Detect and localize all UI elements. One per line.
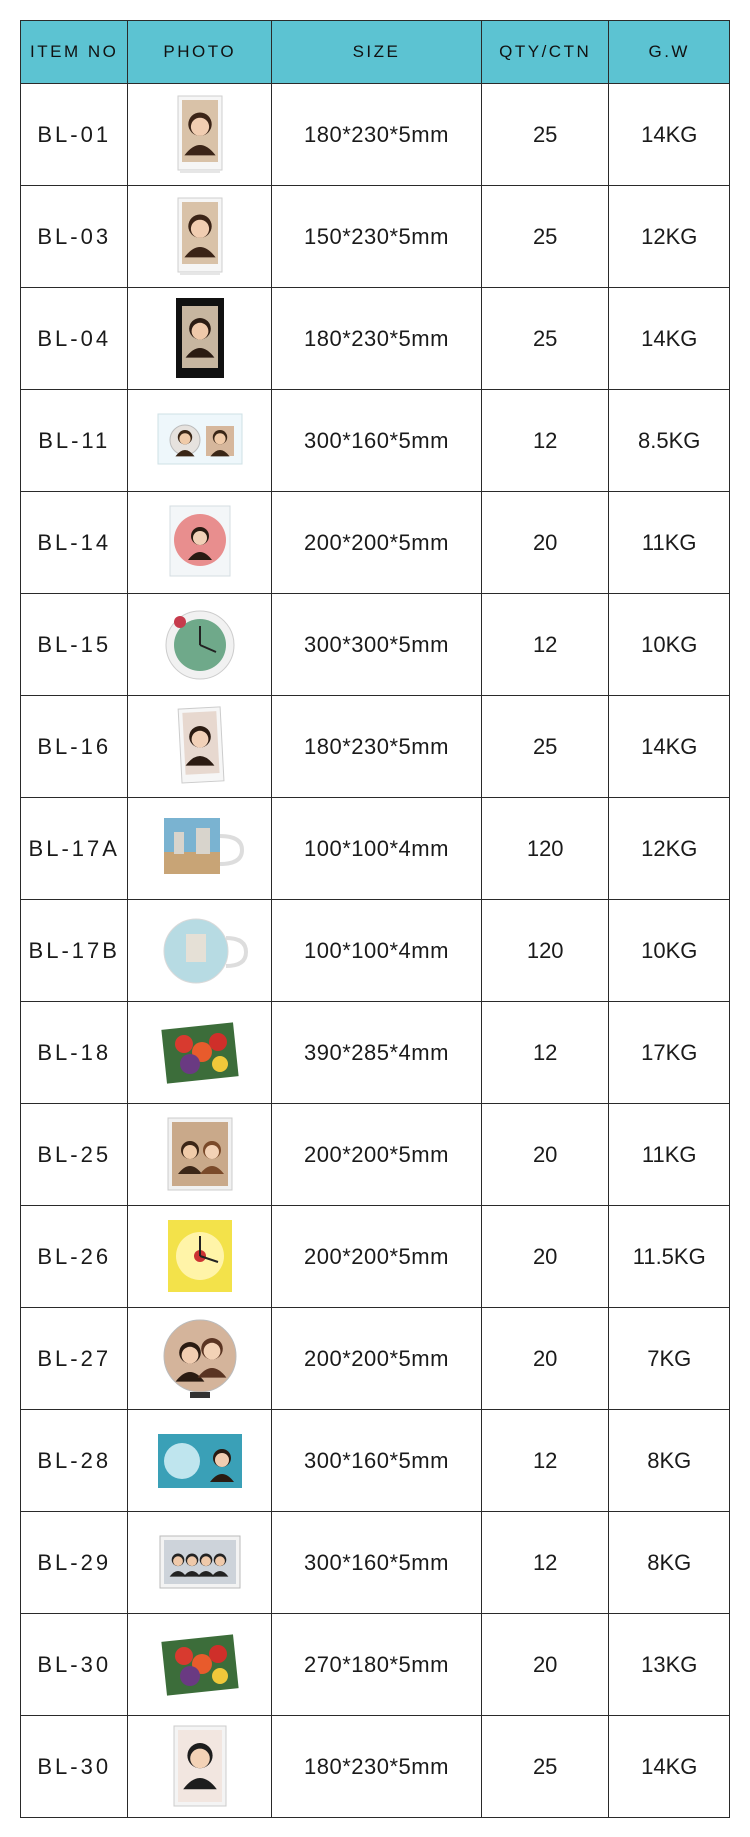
item-no-cell: BL-03 xyxy=(21,186,128,288)
header-size: SIZE xyxy=(272,21,482,84)
header-photo: PHOTO xyxy=(128,21,272,84)
product-photo xyxy=(150,1112,250,1198)
size-cell: 180*230*5mm xyxy=(272,288,482,390)
photo-cell xyxy=(128,1716,272,1818)
product-photo xyxy=(150,194,250,280)
qty-cell: 20 xyxy=(481,1614,609,1716)
photo-cell xyxy=(128,696,272,798)
size-cell: 300*300*5mm xyxy=(272,594,482,696)
size-cell: 270*180*5mm xyxy=(272,1614,482,1716)
gw-cell: 12KG xyxy=(609,798,730,900)
size-cell: 200*200*5mm xyxy=(272,1308,482,1410)
qty-cell: 12 xyxy=(481,594,609,696)
photo-cell xyxy=(128,900,272,1002)
table-row xyxy=(21,594,730,696)
item-no-cell: BL-29 xyxy=(21,1512,128,1614)
product-photo xyxy=(150,1010,250,1096)
qty-cell: 20 xyxy=(481,1206,609,1308)
photo-cell xyxy=(128,594,272,696)
item-no-cell: BL-17A xyxy=(21,798,128,900)
size-cell: 200*200*5mm xyxy=(272,1104,482,1206)
qty-cell: 12 xyxy=(481,390,609,492)
table-row xyxy=(21,696,730,798)
table-row xyxy=(21,900,730,1002)
table-row xyxy=(21,492,730,594)
gw-cell: 12KG xyxy=(609,186,730,288)
item-no-cell: BL-15 xyxy=(21,594,128,696)
product-photo xyxy=(150,1316,250,1402)
qty-cell: 20 xyxy=(481,1104,609,1206)
table-header-row xyxy=(21,21,730,84)
size-cell: 180*230*5mm xyxy=(272,696,482,798)
gw-cell: 14KG xyxy=(609,696,730,798)
header-gw: G.W xyxy=(609,21,730,84)
photo-cell xyxy=(128,1104,272,1206)
product-photo xyxy=(150,398,250,484)
gw-cell: 17KG xyxy=(609,1002,730,1104)
photo-cell xyxy=(128,84,272,186)
product-photo xyxy=(150,1418,250,1504)
size-cell: 200*200*5mm xyxy=(272,1206,482,1308)
item-no-cell: BL-17B xyxy=(21,900,128,1002)
qty-cell: 25 xyxy=(481,288,609,390)
item-no-cell: BL-28 xyxy=(21,1410,128,1512)
table-row xyxy=(21,1410,730,1512)
item-no-cell: BL-27 xyxy=(21,1308,128,1410)
size-cell: 150*230*5mm xyxy=(272,186,482,288)
qty-cell: 12 xyxy=(481,1002,609,1104)
photo-cell xyxy=(128,1002,272,1104)
qty-cell: 25 xyxy=(481,696,609,798)
qty-cell: 120 xyxy=(481,900,609,1002)
qty-cell: 120 xyxy=(481,798,609,900)
qty-cell: 20 xyxy=(481,492,609,594)
size-cell: 100*100*4mm xyxy=(272,798,482,900)
product-table xyxy=(20,20,730,1818)
product-photo xyxy=(150,602,250,688)
table-row xyxy=(21,1002,730,1104)
gw-cell: 8KG xyxy=(609,1410,730,1512)
table-row xyxy=(21,288,730,390)
item-no-cell: BL-04 xyxy=(21,288,128,390)
gw-cell: 7KG xyxy=(609,1308,730,1410)
table-row xyxy=(21,798,730,900)
gw-cell: 8.5KG xyxy=(609,390,730,492)
gw-cell: 8KG xyxy=(609,1512,730,1614)
gw-cell: 13KG xyxy=(609,1614,730,1716)
photo-cell xyxy=(128,288,272,390)
photo-cell xyxy=(128,186,272,288)
table-row xyxy=(21,1614,730,1716)
photo-cell xyxy=(128,1512,272,1614)
table-row xyxy=(21,1104,730,1206)
product-photo xyxy=(150,806,250,892)
item-no-cell: BL-16 xyxy=(21,696,128,798)
gw-cell: 14KG xyxy=(609,84,730,186)
item-no-cell: BL-30 xyxy=(21,1614,128,1716)
size-cell: 180*230*5mm xyxy=(272,1716,482,1818)
qty-cell: 25 xyxy=(481,84,609,186)
item-no-cell: BL-14 xyxy=(21,492,128,594)
item-no-cell: BL-25 xyxy=(21,1104,128,1206)
table-row xyxy=(21,1716,730,1818)
item-no-cell: BL-30 xyxy=(21,1716,128,1818)
gw-cell: 10KG xyxy=(609,594,730,696)
product-photo xyxy=(150,296,250,382)
table-row xyxy=(21,1512,730,1614)
photo-cell xyxy=(128,492,272,594)
size-cell: 300*160*5mm xyxy=(272,1512,482,1614)
table-row xyxy=(21,84,730,186)
size-cell: 390*285*4mm xyxy=(272,1002,482,1104)
table-row xyxy=(21,1308,730,1410)
header-qty-ctn: QTY/CTN xyxy=(481,21,609,84)
qty-cell: 12 xyxy=(481,1410,609,1512)
product-photo xyxy=(150,908,250,994)
qty-cell: 25 xyxy=(481,186,609,288)
header-item-no: ITEM NO xyxy=(21,21,128,84)
table-body xyxy=(21,84,730,1818)
product-photo xyxy=(150,704,250,790)
item-no-cell: BL-26 xyxy=(21,1206,128,1308)
table-row xyxy=(21,1206,730,1308)
qty-cell: 20 xyxy=(481,1308,609,1410)
qty-cell: 12 xyxy=(481,1512,609,1614)
product-photo xyxy=(150,1622,250,1708)
item-no-cell: BL-11 xyxy=(21,390,128,492)
gw-cell: 14KG xyxy=(609,1716,730,1818)
table-row xyxy=(21,186,730,288)
table-row xyxy=(21,390,730,492)
photo-cell xyxy=(128,798,272,900)
photo-cell xyxy=(128,1410,272,1512)
item-no-cell: BL-01 xyxy=(21,84,128,186)
gw-cell: 14KG xyxy=(609,288,730,390)
qty-cell: 25 xyxy=(481,1716,609,1818)
product-photo xyxy=(150,1214,250,1300)
size-cell: 200*200*5mm xyxy=(272,492,482,594)
product-spec-sheet xyxy=(20,20,730,1818)
photo-cell xyxy=(128,1614,272,1716)
size-cell: 300*160*5mm xyxy=(272,1410,482,1512)
size-cell: 180*230*5mm xyxy=(272,84,482,186)
gw-cell: 11.5KG xyxy=(609,1206,730,1308)
product-photo xyxy=(150,1724,250,1810)
product-photo xyxy=(150,500,250,586)
photo-cell xyxy=(128,390,272,492)
photo-cell xyxy=(128,1308,272,1410)
item-no-cell: BL-18 xyxy=(21,1002,128,1104)
gw-cell: 10KG xyxy=(609,900,730,1002)
photo-cell xyxy=(128,1206,272,1308)
gw-cell: 11KG xyxy=(609,1104,730,1206)
gw-cell: 11KG xyxy=(609,492,730,594)
size-cell: 100*100*4mm xyxy=(272,900,482,1002)
size-cell: 300*160*5mm xyxy=(272,390,482,492)
product-photo xyxy=(150,92,250,178)
product-photo xyxy=(150,1520,250,1606)
